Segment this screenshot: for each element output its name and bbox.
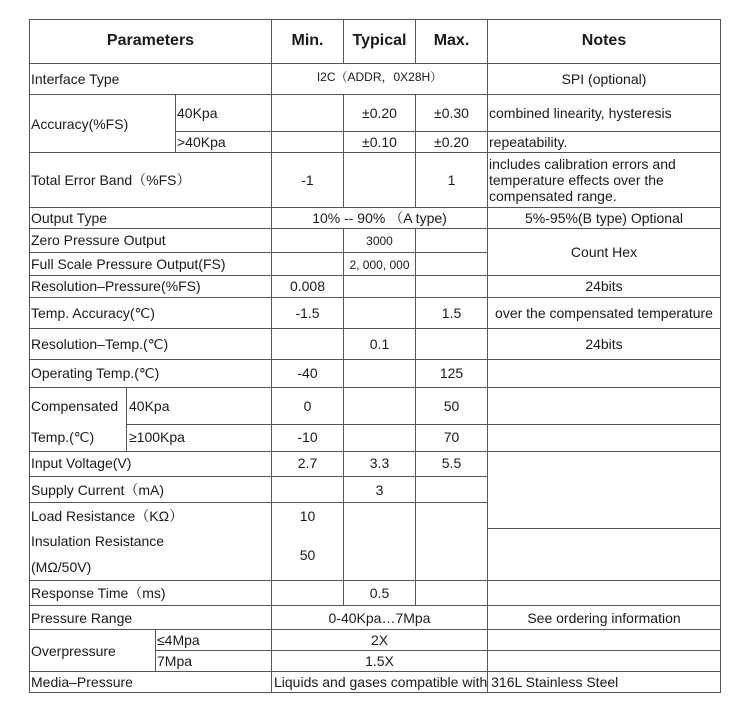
resolution-temp-notes: 24bits <box>585 336 623 352</box>
input-voltage-typical: 3.3 <box>369 455 390 471</box>
overpressure-sub1-value: 2X <box>370 632 389 648</box>
accuracy-sub1-notes: combined linearity, hysteresis <box>489 105 672 121</box>
accuracy-sub1-max: ±0.30 <box>434 105 469 121</box>
compensated-temp-sub2-label: ≥100Kpa <box>129 429 185 445</box>
pressure-range-value: 0-40Kpa…7Mpa <box>328 610 431 626</box>
input-voltage-max: 5.5 <box>441 455 462 471</box>
interface-type-label: Interface Type <box>31 71 120 87</box>
temp-accuracy-label: Temp. Accuracy(℃) <box>31 305 155 321</box>
accuracy-sub2-max: ±0.20 <box>434 134 469 150</box>
input-voltage-label: Input Voltage(V) <box>31 455 132 471</box>
input-voltage-min: 2.7 <box>297 455 318 471</box>
pressure-range-notes: See ordering information <box>527 610 681 626</box>
zero-pressure-label: Zero Pressure Output <box>31 232 166 248</box>
total-error-band-max: 1 <box>447 172 456 188</box>
operating-temp-max: 125 <box>439 365 464 381</box>
full-scale-typical: 2, 000, 000 <box>349 258 410 272</box>
resolution-pressure-min: 0.008 <box>289 278 326 294</box>
total-error-band-notes: includes calibration errors and temperature effects over the compensated range. <box>489 156 676 204</box>
zero-pressure-typical: 3000 <box>366 234 393 248</box>
operating-temp-label: Operating Temp.(℃) <box>31 365 160 381</box>
resolution-temp-label: Resolution–Temp.(℃) <box>31 336 169 352</box>
interface-type-notes: SPI (optional) <box>561 71 647 87</box>
accuracy-sub2-notes: repeatability. <box>489 134 568 150</box>
insulation-resistance-label-line2: (MΩ/50V) <box>31 559 92 575</box>
compensated-temp-sub1-max: 50 <box>443 398 460 414</box>
temp-accuracy-min: -1.5 <box>295 305 320 321</box>
insulation-resistance-min: 50 <box>299 547 316 563</box>
response-time-label: Response Time（ms) <box>31 585 166 601</box>
temp-accuracy-notes: over the compensated temperature <box>495 305 713 321</box>
overpressure-label: Overpressure <box>31 643 116 659</box>
load-resistance-min: 10 <box>299 508 316 524</box>
interface-type-value: I2C（ADDR，0X28H） <box>316 70 443 84</box>
total-error-band-label: Total Error Band（%FS） <box>31 172 191 188</box>
header-parameters: Parameters <box>106 32 195 49</box>
output-type-notes: 5%-95%(B type) Optional <box>525 210 683 226</box>
full-scale-label: Full Scale Pressure Output(FS) <box>31 256 226 272</box>
compensated-temp-sub2-min: -10 <box>297 429 318 445</box>
pressure-range-label: Pressure Range <box>31 610 133 626</box>
load-resistance-label: Load Resistance（KΩ） <box>31 508 184 524</box>
compensated-temp-label-line1: Compensated <box>31 398 119 414</box>
temp-accuracy-max: 1.5 <box>441 305 462 321</box>
count-hex-notes: Count Hex <box>570 244 638 260</box>
output-type-label: Output Type <box>31 210 108 226</box>
overpressure-sub1-label: ≤4Mpa <box>157 632 200 648</box>
response-time-typical: 0.5 <box>369 585 390 601</box>
accuracy-sub2-label: >40Kpa <box>177 134 226 150</box>
supply-current-label: Supply Current（mA) <box>31 482 165 498</box>
overpressure-sub2-value: 1.5X <box>365 653 394 669</box>
supply-current-typical: 3 <box>375 482 384 498</box>
accuracy-label: Accuracy(%FS) <box>31 116 129 132</box>
compensated-temp-sub1-label: 40Kpa <box>129 398 170 414</box>
insulation-resistance-label-line1: Insulation Resistance <box>31 533 165 549</box>
resolution-pressure-notes: 24bits <box>585 278 623 294</box>
resolution-pressure-label: Resolution–Pressure(%FS) <box>31 278 201 294</box>
compensated-temp-sub2-max: 70 <box>443 429 460 445</box>
header-max: Max. <box>433 32 470 49</box>
header-typical: Typical <box>352 32 407 49</box>
header-notes: Notes <box>581 32 627 49</box>
accuracy-sub1-label: 40Kpa <box>177 105 218 121</box>
operating-temp-min: -40 <box>297 365 318 381</box>
compensated-temp-sub1-min: 0 <box>303 398 312 414</box>
output-type-value: 10% -- 90% （A type) <box>312 210 447 226</box>
overpressure-sub2-label: 7Mpa <box>157 653 193 669</box>
compensated-temp-label-line2: Temp.(℃) <box>31 429 95 445</box>
total-error-band-min: -1 <box>301 172 314 188</box>
accuracy-sub2-typical: ±0.10 <box>362 134 397 150</box>
resolution-temp-typical: 0.1 <box>369 336 390 352</box>
header-min: Min. <box>291 32 324 49</box>
media-pressure-label: Media–Pressure <box>31 674 133 690</box>
accuracy-sub1-typical: ±0.20 <box>362 105 397 121</box>
media-pressure-value: Liquids and gases compatible with 316L Stainless Steel <box>274 674 619 690</box>
